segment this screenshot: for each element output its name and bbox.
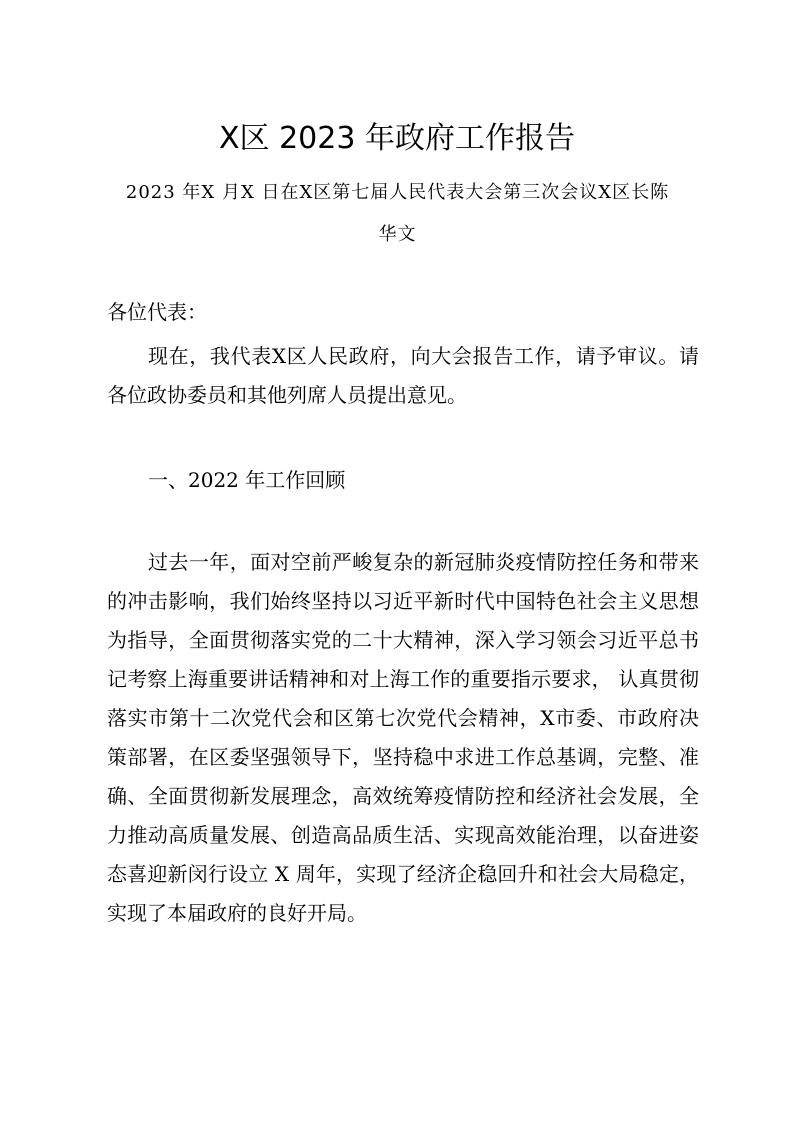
- salutation: 各位代表：: [107, 300, 207, 324]
- section-heading: 一、2022 年工作回顾: [148, 468, 346, 492]
- intro-paragraph: 现在，我代表X区人民政府，向大会报告工作，请予审议。请各位政协委员和其他列席人员提出意见。: [107, 344, 699, 407]
- body-paragraph: 过去一年，面对空前严峻复杂的新冠肺炎疫情防控任务和带来的冲击影响，我们始终坚持以习近平新时代中国特色社会主义思想为指导，全面贯彻落实党的二十大精神，深入学习领会习近平总书记考察上海重要讲话精神和对上海工作的重要指示要求， 认真贯彻落实市第十二次党代会和区第七次党代会精神，X市委、市政府决策部署，在区委坚强领导下，坚持稳中求进工作总基调，完整、准确、全面贯彻新发展理念，高效统筹疫情防控和经济社会发展，全力推动高质量发展、创造高品质生活、实现高效能治理，以奋进姿态喜迎新闵行设立 X 周年，实现了经济企稳回升和社会大局稳定，实现了本届政府的良好开局。: [107, 550, 699, 925]
- document-subtitle: 2023 年X 月X 日在X区第七届人民代表大会第三次会议X区长陈华文: [125, 182, 670, 245]
- document-title: X区 2023 年政府工作报告: [219, 121, 575, 156]
